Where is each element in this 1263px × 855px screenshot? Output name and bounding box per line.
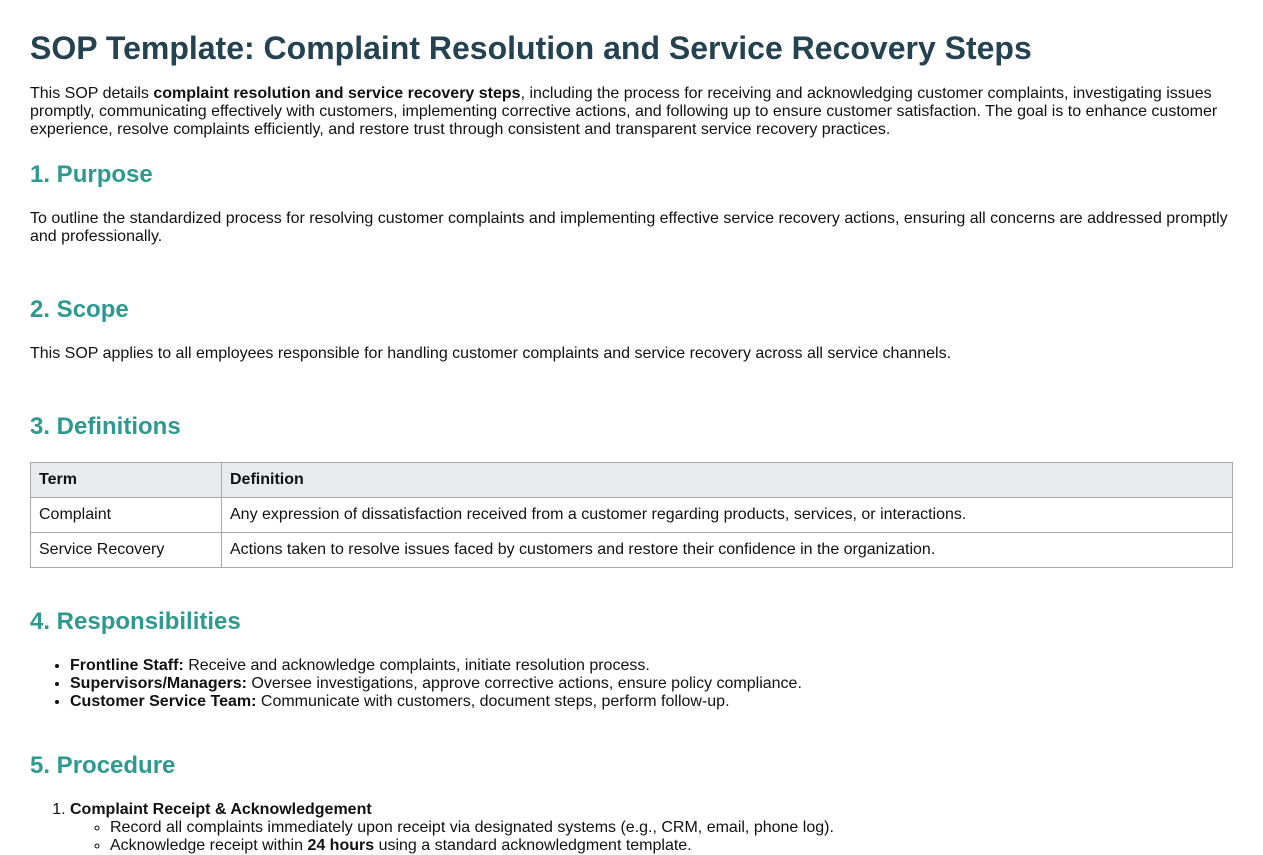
intro-paragraph	[30, 85, 1233, 139]
list-item	[110, 819, 1233, 837]
table-row	[31, 498, 1233, 533]
procedure-step	[70, 801, 1233, 855]
procedure-list	[30, 801, 1233, 855]
column-header-term: Term	[31, 463, 222, 498]
role-label: Customer Service Team:	[70, 693, 257, 710]
intro-bold-text: complaint resolution and service recovery steps	[153, 85, 521, 102]
intro-text-start: This SOP details	[30, 85, 154, 102]
table-header-row	[31, 463, 1233, 498]
role-description: Receive and acknowledge complaints, initiate resolution process.	[183, 657, 650, 674]
role-description: Communicate with customers, document steps, perform follow-up.	[256, 693, 730, 710]
step-title: Complaint Receipt & Acknowledgement	[70, 801, 372, 818]
list-item	[70, 657, 1233, 675]
list-item	[70, 675, 1233, 693]
term-cell: Service Recovery	[31, 533, 222, 568]
section-heading-scope: 2. Scope	[30, 296, 129, 323]
column-header-definition: Definition	[222, 463, 1233, 498]
section-heading-purpose: 1. Purpose	[30, 161, 153, 188]
definition-cell: Actions taken to resolve issues faced by customers and restore their confidence in the organization.	[222, 533, 1233, 568]
substep-list	[70, 819, 1233, 855]
list-item	[110, 837, 1233, 855]
responsibilities-list	[30, 657, 1233, 711]
term-cell: Complaint	[31, 498, 222, 533]
role-label: Supervisors/Managers:	[70, 675, 247, 692]
substep-text-start: Acknowledge receipt within	[110, 837, 308, 854]
section-heading-definitions: 3. Definitions	[30, 413, 181, 440]
role-label: Frontline Staff:	[70, 657, 184, 674]
page-title: SOP Template: Complaint Resolution and Service Recovery Steps	[30, 30, 1032, 66]
intro-text-end: , including the process for receiving and acknowledging customer complaints, investigating issues promptly, communicating effectively with customers, implementing corrective actions, and following up to ensure customer satisfaction. The goal is to enhance customer experience, resolve complaints efficiently, and restore trust through consistent and transparent service recovery practices.	[30, 85, 1218, 138]
substep-bold-text: 24 hours	[307, 837, 375, 854]
section-heading-procedure: 5. Procedure	[30, 752, 176, 779]
section-heading-responsibilities: 4. Responsibilities	[30, 608, 241, 635]
role-description: Oversee investigations, approve corrective actions, ensure policy compliance.	[246, 675, 802, 692]
substep-text: Record all complaints immediately upon receipt via designated systems (e.g., CRM, email, phone log).	[110, 819, 834, 836]
purpose-text: To outline the standardized process for resolving customer complaints and implementing effective service recovery actions, ensuring all concerns are addressed promptly and professionally.	[30, 210, 1228, 245]
definitions-table	[30, 462, 1233, 568]
definition-cell: Any expression of dissatisfaction received from a customer regarding products, services, or interactions.	[222, 498, 1233, 533]
table-row	[31, 533, 1233, 568]
scope-text: This SOP applies to all employees responsible for handling customer complaints and service recovery across all service channels.	[30, 345, 952, 362]
substep-text-end: using a standard acknowledgment template.	[374, 837, 692, 854]
list-item	[70, 693, 1233, 711]
